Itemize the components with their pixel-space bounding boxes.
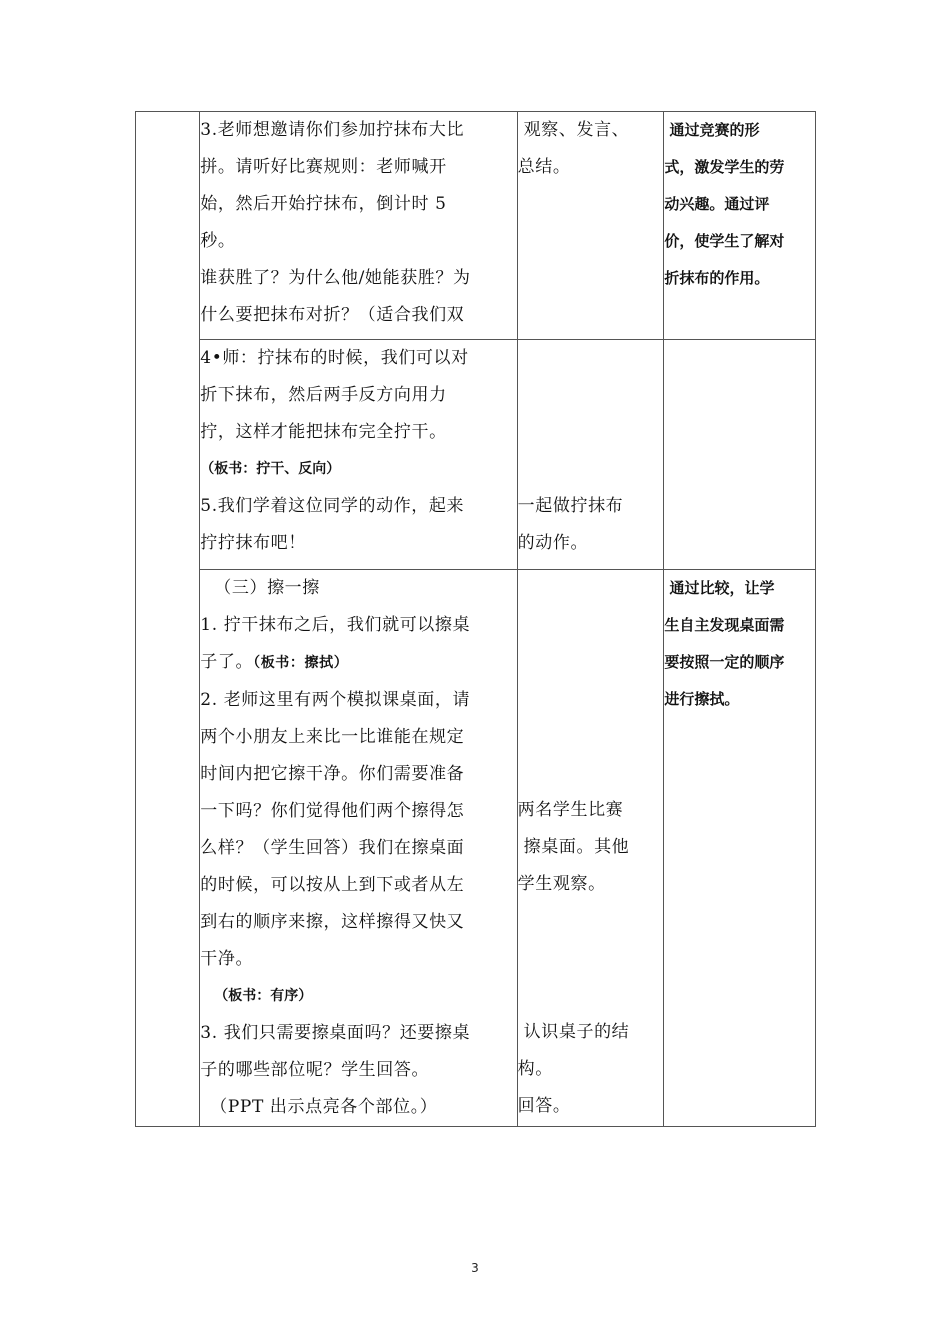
- board-note: （板书：有序）: [214, 988, 313, 1004]
- board-note: （板书：擦拭）: [253, 655, 349, 671]
- student-activity-cell: [517, 340, 664, 570]
- activity-line: 观察、发言、: [517, 120, 630, 140]
- content-line: 1. 拧干抹布之后，我们就可以擦桌: [200, 615, 471, 635]
- activity-line: 总结。: [517, 157, 571, 177]
- content-line: [200, 644, 516, 682]
- table-row: [136, 112, 816, 340]
- activity-line: 回答。: [517, 1096, 571, 1116]
- content-line: 折下抹布，然后两手反方向用力: [200, 385, 447, 405]
- content-line: 什么要把抹布对折？（适合我们双: [200, 305, 465, 325]
- content-line: 拧拧抹布吧！: [200, 533, 306, 553]
- activity-line: 认识桌子的结: [517, 1022, 630, 1042]
- content-line: 拧，这样才能把抹布完全拧干。: [200, 422, 447, 442]
- table-row: [136, 340, 816, 570]
- content-line: 3.老师想邀请你们参加拧抹布大比: [200, 120, 465, 140]
- content-line: 2. 老师这里有两个模拟课桌面，请: [200, 690, 471, 710]
- activity-line: 两名学生比赛: [517, 800, 624, 820]
- activity-line: 擦桌面。其他: [517, 837, 630, 857]
- content-line: 子的哪些部位呢？学生回答。: [200, 1060, 430, 1080]
- intent-line: 式，激发学生的劳: [664, 158, 785, 176]
- content-line: 一下吗？你们觉得他们两个擦得怎: [200, 801, 465, 821]
- content-line: 时间内把它擦干净。你们需要准备: [200, 764, 465, 784]
- content-line: 到右的顺序来擦，这样擦得又快又: [200, 912, 465, 932]
- teaching-content-cell: [200, 570, 517, 1127]
- content-line: 3. 我们只需要擦桌面吗？还要擦桌: [200, 1023, 471, 1043]
- content-line: 的时候，可以按从上到下或者从左: [200, 875, 465, 895]
- section-heading: （三）擦一擦: [214, 578, 320, 598]
- teaching-content-cell: [200, 112, 517, 340]
- content-line: 4•师：拧抹布的时候，我们可以对: [200, 348, 469, 368]
- activity-line: 构。: [517, 1059, 553, 1079]
- content-line: 么样？（学生回答）我们在擦桌面: [200, 838, 465, 858]
- intent-line: 生自主发现桌面需: [664, 616, 785, 634]
- student-activity-cell: [517, 570, 664, 1127]
- activity-line: 一起做拧抹布: [517, 496, 624, 516]
- table-row: [136, 570, 816, 1127]
- activity-line: 学生观察。: [517, 874, 606, 894]
- intent-line: 动兴趣。通过评: [664, 195, 770, 213]
- intent-line: 通过竞赛的形: [664, 121, 760, 139]
- content-line: 5.我们学着这位同学的动作，起来: [200, 496, 465, 516]
- content-line: 拼。请听好比赛规则：老师喊开: [200, 157, 447, 177]
- intent-line: 价，使学生了解对: [664, 232, 785, 250]
- content-line: 始，然后开始拧抹布，倒计时 5: [200, 194, 447, 214]
- content-line: 两个小朋友上来比一比谁能在规定: [200, 727, 465, 747]
- intent-line: 进行擦拭。: [664, 690, 740, 708]
- content-line: （PPT 出示点亮各个部位。）: [210, 1097, 438, 1117]
- stage-column-cell: [136, 112, 200, 1127]
- intent-line: 要按照一定的顺序: [664, 653, 785, 671]
- design-intent-cell: [664, 340, 816, 570]
- lesson-plan-table: [135, 111, 816, 1127]
- page-number: 3: [471, 1261, 479, 1275]
- student-activity-cell: [517, 112, 664, 340]
- content-line: 秒。: [200, 231, 236, 251]
- teaching-content-cell: [200, 340, 517, 570]
- intent-line: 通过比较，让学: [664, 579, 775, 597]
- activity-line: 的动作。: [517, 533, 589, 553]
- board-note: （板书：拧干、反向）: [200, 461, 341, 477]
- design-intent-cell: [664, 112, 816, 340]
- intent-line: 折抹布的作用。: [664, 269, 770, 287]
- content-line: 谁获胜了？为什么他/她能获胜？为: [200, 268, 471, 288]
- content-line: 干净。: [200, 949, 254, 969]
- content-text: 子了。: [200, 652, 254, 672]
- design-intent-cell: [664, 570, 816, 1127]
